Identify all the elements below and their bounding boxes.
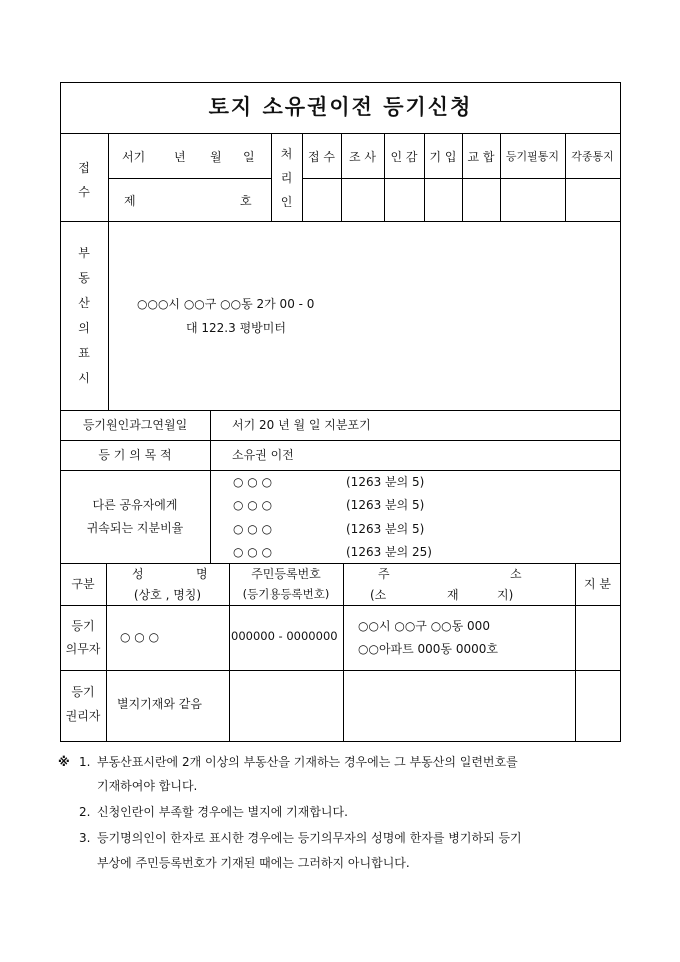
id-header: 주민등록번호 xyxy=(251,567,321,581)
col-receive: 접 수 xyxy=(308,150,335,164)
right-holder-label: 권리자 xyxy=(65,709,101,723)
property-address: ○○○시 ○○구 ○○동 2가 00 - 0 xyxy=(137,297,315,311)
share-ratio: (1263 분의 5) xyxy=(346,498,425,512)
addr-header-sub: 재 xyxy=(447,588,459,602)
obligor-address: ○○시 ○○구 ○○동 000 xyxy=(358,619,490,633)
addr-header: 소 xyxy=(510,567,522,581)
col-seal: 인 감 xyxy=(390,150,418,164)
property-label: 의 xyxy=(78,321,90,335)
number-je: 제 xyxy=(124,194,136,208)
col-entry: 기 입 xyxy=(429,150,457,164)
note-text: 부상에 주민등록번호가 기재된 때에는 그러하지 아니합니다. xyxy=(97,856,410,870)
gubun-header: 구분 xyxy=(71,577,95,591)
purpose-label: 등 기 의 목 적 xyxy=(98,448,172,462)
note-number: 3. xyxy=(79,831,91,845)
obligor-address: ○○아파트 000동 0000호 xyxy=(358,642,498,656)
property-label: 표 xyxy=(78,346,90,360)
processing-label: 리 xyxy=(280,171,293,185)
share-header: 지 분 xyxy=(584,577,611,591)
number-ho: 호 xyxy=(240,194,252,208)
obligor-name: ○ ○ ○ xyxy=(120,630,160,644)
property-label: 동 xyxy=(78,271,90,285)
reception-label: 수 xyxy=(78,185,90,199)
processing-label: 인 xyxy=(280,195,293,209)
shares-label: 다른 공유자에게 xyxy=(92,498,178,512)
col-verify: 교 합 xyxy=(467,150,495,164)
col-investigate: 조 사 xyxy=(349,150,376,164)
shares-label: 귀속되는 지분비율 xyxy=(86,521,184,535)
col-various-notice: 각종통지 xyxy=(571,150,614,163)
processing-label: 처 xyxy=(280,147,293,161)
page-title: 토지 소유권이전 등기신청 xyxy=(208,94,473,119)
obligor-label: 등기 xyxy=(71,619,95,633)
property-area: 대 122.3 평방미터 xyxy=(186,321,286,335)
date-day: 일 xyxy=(243,150,255,164)
addr-header-sub: (소 xyxy=(370,588,387,602)
addr-header: 주 xyxy=(378,567,390,581)
note-number: 1. xyxy=(79,755,91,769)
col-completion-notice: 등기필통지 xyxy=(505,150,560,163)
share-name: ○ ○ ○ xyxy=(233,498,273,512)
share-name: ○ ○ ○ xyxy=(233,475,273,489)
note-text: 신청인란이 부족할 경우에는 별지에 기재합니다. xyxy=(97,805,348,819)
property-label: 시 xyxy=(78,371,90,385)
date-year: 년 xyxy=(174,150,186,164)
obligor-id: 000000 - 0000000 xyxy=(231,629,338,643)
name-header: 성 xyxy=(132,567,144,581)
id-header-sub: (등기용등록번호) xyxy=(242,587,330,601)
share-ratio: (1263 분의 5) xyxy=(346,522,425,536)
date-seogi: 서기 xyxy=(122,150,146,164)
note-text: 부동산표시란에 2개 이상의 부동산을 기재하는 경우에는 그 부동산의 일련번호를 xyxy=(97,755,518,769)
note-text: 등기명의인이 한자로 표시한 경우에는 등기의무자의 성명에 한자를 병기하되 등기 xyxy=(97,831,522,845)
name-header-sub: (상호 , 명칭) xyxy=(133,588,202,602)
notes-mark: ※ xyxy=(58,755,70,769)
right-holder-label: 등기 xyxy=(71,685,95,699)
note-text: 기재하여야 합니다. xyxy=(97,779,198,793)
property-label: 부 xyxy=(78,246,90,260)
cause-value: 서기 20 년 월 일 지분포기 xyxy=(232,418,371,432)
share-name: ○ ○ ○ xyxy=(233,545,273,559)
cause-label: 등기원인과그연월일 xyxy=(82,418,188,432)
addr-header-sub: 지) xyxy=(497,588,514,602)
right-holder-name: 별지기재와 같음 xyxy=(117,697,202,711)
note-number: 2. xyxy=(79,805,91,819)
name-header: 명 xyxy=(196,567,208,581)
share-name: ○ ○ ○ xyxy=(233,522,273,536)
property-label: 산 xyxy=(78,296,90,310)
reception-label: 접 xyxy=(78,161,90,175)
obligor-label: 의무자 xyxy=(65,642,101,656)
share-ratio: (1263 분의 25) xyxy=(346,545,432,559)
purpose-value: 소유권 이전 xyxy=(232,448,294,462)
date-month: 월 xyxy=(210,150,222,164)
share-ratio: (1263 분의 5) xyxy=(346,475,425,489)
